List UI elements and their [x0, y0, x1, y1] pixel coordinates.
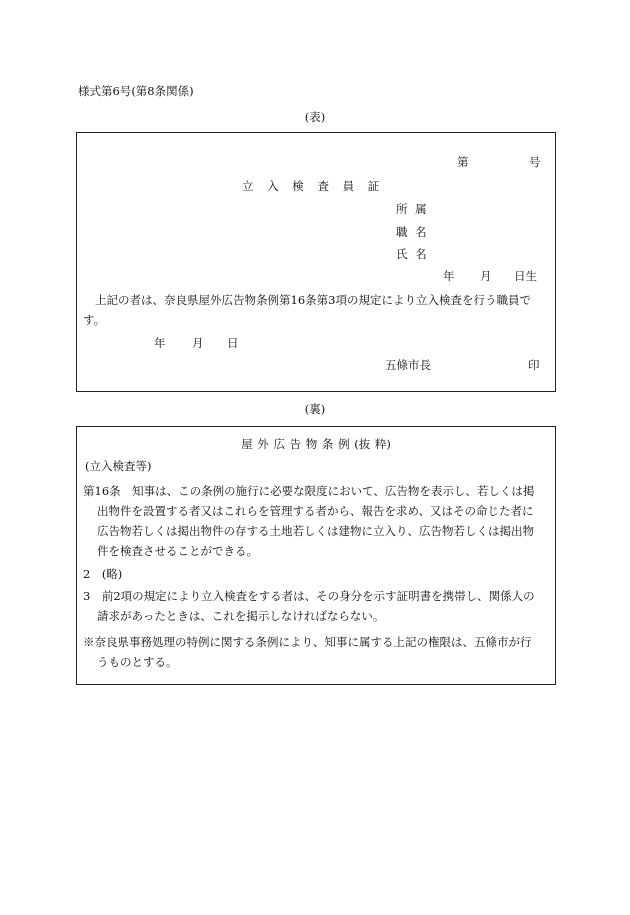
article-16-line-2: 出物件を設置する者又はこれらを管理する者から、報告を求め、又はその命じた者に	[97, 504, 534, 518]
back-card	[76, 426, 556, 685]
field-name: 氏 名	[396, 247, 427, 261]
paragraph-3-line-1: 3 前2項の規定により立入検査をする者は、その身分を示す証明書を携帯し、関係人の	[83, 589, 535, 603]
issue-month: 月	[192, 336, 204, 350]
note-line-2: うものとする。	[97, 655, 178, 669]
field-affiliation: 所 属	[396, 202, 427, 216]
article-16	[83, 481, 553, 561]
birth-year: 年	[443, 269, 455, 283]
statement-line-2: す。	[83, 313, 106, 327]
form-label: 様式第6号(第8条関係)	[78, 84, 194, 98]
birth-day: 日生	[514, 269, 537, 283]
issue-day: 日	[227, 336, 239, 350]
section-heading: (立入検査等)	[85, 459, 152, 473]
back-heading: (裏)	[304, 402, 326, 416]
number-suffix: 号	[529, 155, 541, 169]
birth-month: 月	[480, 269, 492, 283]
paragraph-2: 2 (略)	[83, 567, 123, 581]
article-16-line-3: 広告物若しくは掲出物件の存する土地若しくは建物に立入り、広告物若しくは掲出物	[97, 524, 534, 538]
issuer: 五條市長	[385, 358, 431, 372]
note	[83, 632, 553, 672]
front-heading: (表)	[304, 110, 326, 124]
number-prefix: 第	[457, 155, 469, 169]
field-position: 職 名	[396, 225, 427, 239]
law-title: 屋 外 広 告 物 条 例 (抜 粋)	[241, 437, 391, 451]
issue-year: 年	[154, 336, 166, 350]
front-card	[76, 132, 556, 392]
paragraph-3-line-2: 請求があったときは、これを掲示しなければならない。	[97, 609, 385, 623]
card-title: 立 入 検 査 員 証	[242, 179, 381, 193]
statement-line-1: 上記の者は、奈良県屋外広告物条例第16条第3項の規定により立入検査を行う職員で	[95, 293, 531, 307]
seal-mark: 印	[528, 358, 540, 372]
article-16-line-4: 件を検査させることができる。	[97, 544, 258, 558]
note-line-1: ※奈良県事務処理の特例に関する条例により、知事に属する上記の権限は、五條市が行	[83, 635, 532, 649]
paragraph-3	[83, 586, 553, 626]
article-16-line-1: 第16条 知事は、この条例の施行に必要な限度において、広告物を表示し、若しくは掲	[83, 484, 535, 498]
